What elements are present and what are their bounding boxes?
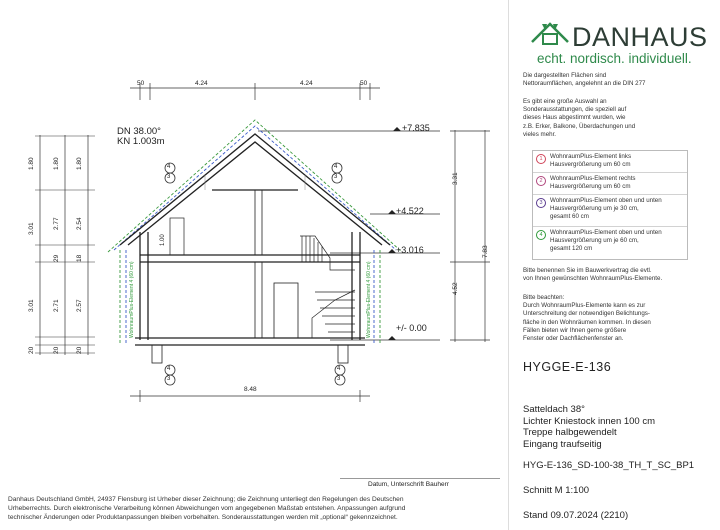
side-note-left: WohnraumPlus-Element 4 (60 cm) — [129, 261, 135, 338]
left-dim-outer-3: 3.01 — [28, 299, 35, 312]
marker-label: 3 — [337, 376, 341, 382]
copyright-footer: Danhaus Deutschland GmbH, 24937 Flensburg ist Urheber dieser Zeichnung; die Zeichnung unterliegt den Regelungen des Deutschen Urheberrechts. Durch elektronische Verarbeitung können Abweichungen vom angegebenen Maßstab entstehen. Anpassungen aufgrund technischer Änderungen oder Produktanpassungen bleiben vorbehalten. Sonderausstattungen werden mit „optional“ gekennzeichnet. — [8, 496, 406, 521]
level-ground: +/- 0.00 — [396, 323, 427, 333]
panel-divider — [508, 0, 509, 530]
level-top: +7.835 — [402, 123, 430, 133]
legend-item-4: 4 WohnraumPlus-Element oben und unten Hausvergrößerung um je 60 cm, gesamt 120 cm — [533, 227, 687, 259]
signature-line — [340, 478, 500, 479]
marker-label: 3 — [167, 174, 171, 180]
legend-item-1: 1 WohnraumPlus-Element links Hausvergrößerung um 60 cm — [533, 151, 687, 173]
right-dim-3: 7.83 — [482, 245, 489, 258]
legend-number-icon: 3 — [536, 198, 546, 208]
note-area: Die dargestellten Flächen sind Nettoraumflächen, angelehnt an die DIN 277 — [523, 72, 646, 88]
right-dim-2: 4.52 — [452, 282, 459, 295]
side-note-right: WohnraumPlus-Element 4 (60 cm) — [366, 261, 372, 338]
bottom-dim: 8.48 — [244, 386, 257, 393]
house-logo-icon — [530, 20, 570, 46]
marker-label: 3 — [334, 174, 338, 180]
left-dim-mid-3: 29 — [53, 254, 60, 262]
legend-item-2: 2 WohnraumPlus-Element rechts Hausvergrößerung um 60 cm — [533, 173, 687, 195]
legend-item-3: 3 WohnraumPlus-Element oben und unten Hausvergrößerung um je 30 cm, gesamt 60 cm — [533, 195, 687, 227]
left-dim-inner-2: 2.54 — [76, 217, 83, 230]
note-options: Es gibt eine große Auswahl an Sonderausstattungen, die speziell auf dieses Haus abgestimmt wurden, wie z.B. Erker, Balkone, Überdachungen und vieles mehr. — [523, 98, 636, 138]
left-dim-outer-1: 1.80 — [28, 157, 35, 170]
left-dim-mid-2: 2.77 — [53, 217, 60, 230]
left-dim-inner-5: 20 — [76, 346, 83, 354]
marker-label: 4 — [167, 366, 171, 372]
legend-number-icon: 4 — [536, 230, 546, 240]
signature-label: Datum, Unterschrift Bauherr — [368, 481, 449, 488]
house-specs: Satteldach 38° Lichter Kniestock innen 100 cm Treppe halbgewendelt Eingang traufseitig — [523, 404, 656, 450]
brand-logo — [530, 20, 570, 51]
top-dim-3: 4.24 — [300, 80, 313, 87]
top-dim-4: 50 — [360, 80, 368, 87]
marker-label: 3 — [167, 376, 171, 382]
left-dim-outer-2: 3.01 — [28, 222, 35, 235]
left-dim-inner-4: 2.57 — [76, 299, 83, 312]
level-upper: +4.522 — [396, 206, 424, 216]
marker-label: 4 — [334, 164, 338, 170]
note-lighting: Bitte beachten: Durch WohnraumPlus-Elemente kann es zur Unterschreitung der notwendigen Belichtungs- fläche in den Wohnräumen kommen. In diesen Fällen bieten wir Ihnen gerne größere Fenster oder Dachflächenfenster an. — [523, 294, 651, 343]
right-dim-1: 3.31 — [452, 172, 459, 185]
plan-code: HYG-E-136_SD-100-38_TH_T_SC_BP1 — [523, 460, 695, 471]
brand-tagline: echt. nordisch. individuell. — [537, 51, 692, 66]
plan-scale: Schnitt M 1:100 — [523, 485, 590, 496]
roof-pitch: DN 38.00° — [117, 126, 161, 137]
left-dim-inner-1: 1.80 — [76, 157, 83, 170]
kniestock-height: KN 1.003m — [117, 136, 165, 147]
kniestock-dim: 1.00 — [160, 234, 166, 246]
note-contract: Bitte benennen Sie im Bauwerkvertrag die evtl. von Ihnen gewünschten WohnraumPlus-Elemente. — [523, 267, 663, 283]
top-dim-2: 4.24 — [195, 80, 208, 87]
legend-number-icon: 1 — [536, 154, 546, 164]
wohnraumplus-legend — [532, 150, 688, 260]
level-floor: +3.016 — [396, 245, 424, 255]
left-dim-outer-4: 20 — [28, 346, 35, 354]
plan-date: Stand 09.07.2024 (2210) — [523, 510, 629, 521]
house-title: HYGGE-E-136 — [523, 360, 612, 374]
marker-label: 4 — [337, 366, 341, 372]
left-dim-mid-4: 2.71 — [53, 299, 60, 312]
left-dim-inner-3: 18 — [76, 254, 83, 262]
left-dim-mid-1: 1.80 — [53, 157, 60, 170]
brand-name: DANHAUS — [572, 22, 708, 52]
marker-label: 4 — [167, 164, 171, 170]
top-dim-1: 50 — [137, 80, 145, 87]
legend-number-icon: 2 — [536, 176, 546, 186]
left-dim-mid-5: 20 — [53, 346, 60, 354]
